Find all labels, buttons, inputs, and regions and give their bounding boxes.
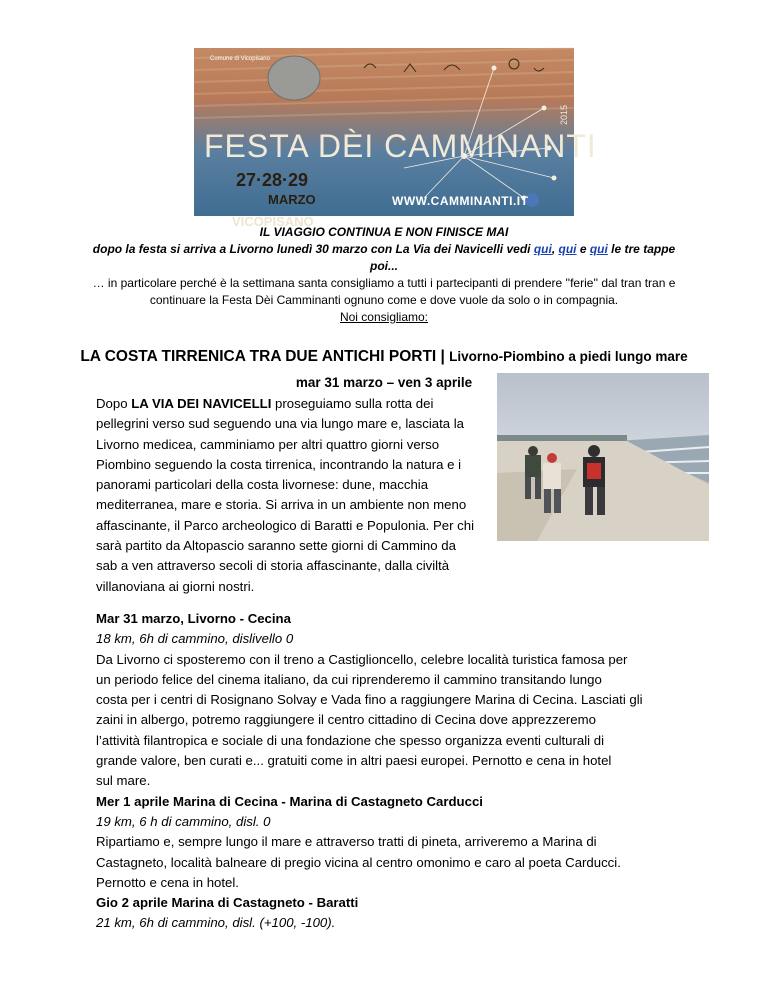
stage-text-line: costa per i centri di Rosignano Solvay e Vada fino a raggiungere Marina di Cecina. Lasciati gli — [96, 692, 643, 708]
stage-link-1[interactable]: qui — [533, 242, 552, 256]
stage-link-2[interactable]: qui — [558, 242, 577, 256]
description-text: Dopo — [96, 396, 132, 411]
banner-url: WWW.CAMMINANTI.IT — [392, 194, 529, 208]
stage-link-3[interactable]: qui — [589, 242, 608, 256]
description-line: Piombino seguendo la costa tirrenica, incontrando la natura e i — [96, 456, 462, 472]
stage-text-line: grande valore, ben curati e... gratuiti come in altri paesi europei. Pernotto e cena in hotel — [96, 753, 612, 769]
stage-item — [96, 609, 696, 792]
banner-dates: 27·28·29 — [236, 170, 309, 190]
stage-info: 18 km, 6h di cammino, dislivello 0 — [96, 631, 294, 647]
banner-year: 2015 — [559, 104, 570, 126]
stage-text-line: l’attività filantropica e sociale di una fondazione che spesso organizza eventi culturali di — [96, 732, 605, 748]
page-title — [0, 348, 768, 366]
stage-info: 21 km, 6h di cammino, disl. (+100, -100). — [96, 915, 336, 931]
intro-block — [0, 224, 768, 326]
stage-item — [96, 893, 696, 934]
stage-title: Mar 31 marzo, Livorno - Cecina — [96, 611, 291, 626]
stage-info: 19 km, 6 h di cammino, disl. 0 — [96, 813, 271, 829]
title-route: Livorno-Piombino a piedi lungo mare — [449, 349, 688, 364]
stages-section — [96, 609, 696, 934]
intro-separator: , — [551, 242, 559, 256]
description-line — [96, 394, 496, 414]
stage-text-line: zaini in albergo, potremo raggiungere il centro cittadino di Cecina dove apprezzeremo — [96, 712, 596, 728]
description-paragraph — [96, 394, 496, 597]
intro-separator: e — [576, 242, 590, 256]
title-main: LA COSTA TIRRENICA TRA DUE ANTICHI PORTI | — [80, 348, 450, 365]
banner-title: FESTA DÈI CAMMINANTI — [204, 128, 597, 164]
intro-navicelli-text: dopo la festa si arriva a Livorno lunedì 30 marzo con La Via dei Navicelli vedi — [92, 242, 534, 256]
description-line: mediterranea, mare e storia. Si arriva in un ambiente non meno — [96, 497, 467, 513]
stage-item — [96, 792, 696, 893]
stage-text-line: sul mare. — [96, 773, 151, 789]
banner-month: MARZO — [268, 192, 316, 207]
description-line: affascinante, il Parco archeologico di Baratti e Populonia. Per chi — [96, 517, 475, 533]
navicelli-emphasis: LA VIA DEI NAVICELLI — [131, 396, 272, 411]
stage-title: Mer 1 aprile Marina di Cecina - Marina di Castagneto Carducci — [96, 793, 483, 809]
intro-headline: IL VIAGGIO CONTINUA E NON FINISCE MAI — [259, 225, 509, 239]
intro-navicelli-line — [0, 241, 768, 258]
title-dates-text: mar 31 marzo – ven 3 aprile — [295, 375, 473, 390]
stage-text-line: Ripartiamo e, sempre lungo il mare e attraverso tratti di pineta, arriveremo a Marina di — [96, 834, 597, 850]
beach-walkers-photo — [497, 373, 709, 541]
beach-walkers-illustration — [497, 373, 709, 541]
stage-title: Gio 2 aprile Marina di Castagneto - Baratti — [96, 895, 359, 911]
intro-navicelli-tail: le tre tappe — [607, 242, 676, 256]
stage-text-line: Pernotto e cena in hotel. — [96, 874, 239, 890]
intro-advice-line-2: continuare la Festa Dèi Camminanti ognuno come e dove vuole da solo o in compagnia. — [149, 293, 619, 307]
intro-then: poi... — [370, 259, 398, 273]
intro-advice-line-1: … in particolare perché è la settimana santa consigliamo a tutti i partecipanti di prendere ''ferie'' dal tran tran e — [92, 276, 676, 290]
banner-municipality-logo: Comune di Vicopisano — [210, 56, 270, 62]
banner-city: VICOPISANO — [232, 214, 314, 229]
description-line: sab a ven attraverso secoli di storia affascinante, dalla civiltà — [96, 558, 450, 574]
description-line: panorami particolari della costa livornese: dune, macchia — [96, 477, 429, 493]
stage-text-line: Da Livorno ci sposteremo con il treno a Castiglioncello, celebre località turistica famosa per — [96, 651, 628, 667]
description-line: villanoviana ai giorni nostri. — [96, 578, 255, 594]
description-text: proseguiamo sulla rotta dei — [271, 396, 434, 411]
intro-we-recommend: Noi consigliamo: — [339, 310, 429, 324]
description-line: pellegrini verso sud seguendo una via lungo mare e, lasciata la — [96, 416, 465, 432]
festival-banner — [194, 48, 597, 229]
description-line: sarà partito da Altopascio saranno sette giorni di Cammino da — [96, 538, 456, 554]
description-line: Livorno medicea, camminiamo per altri quattro giorni verso — [96, 436, 440, 452]
stage-text-line: un periodo felice del cinema italiano, da cui riprenderemo il cammino transitando lungo — [96, 671, 602, 687]
stage-text-line: Castagneto, località balneare di pregio vicina al centro omonimo e caro al poeta Carducci. — [96, 854, 621, 870]
